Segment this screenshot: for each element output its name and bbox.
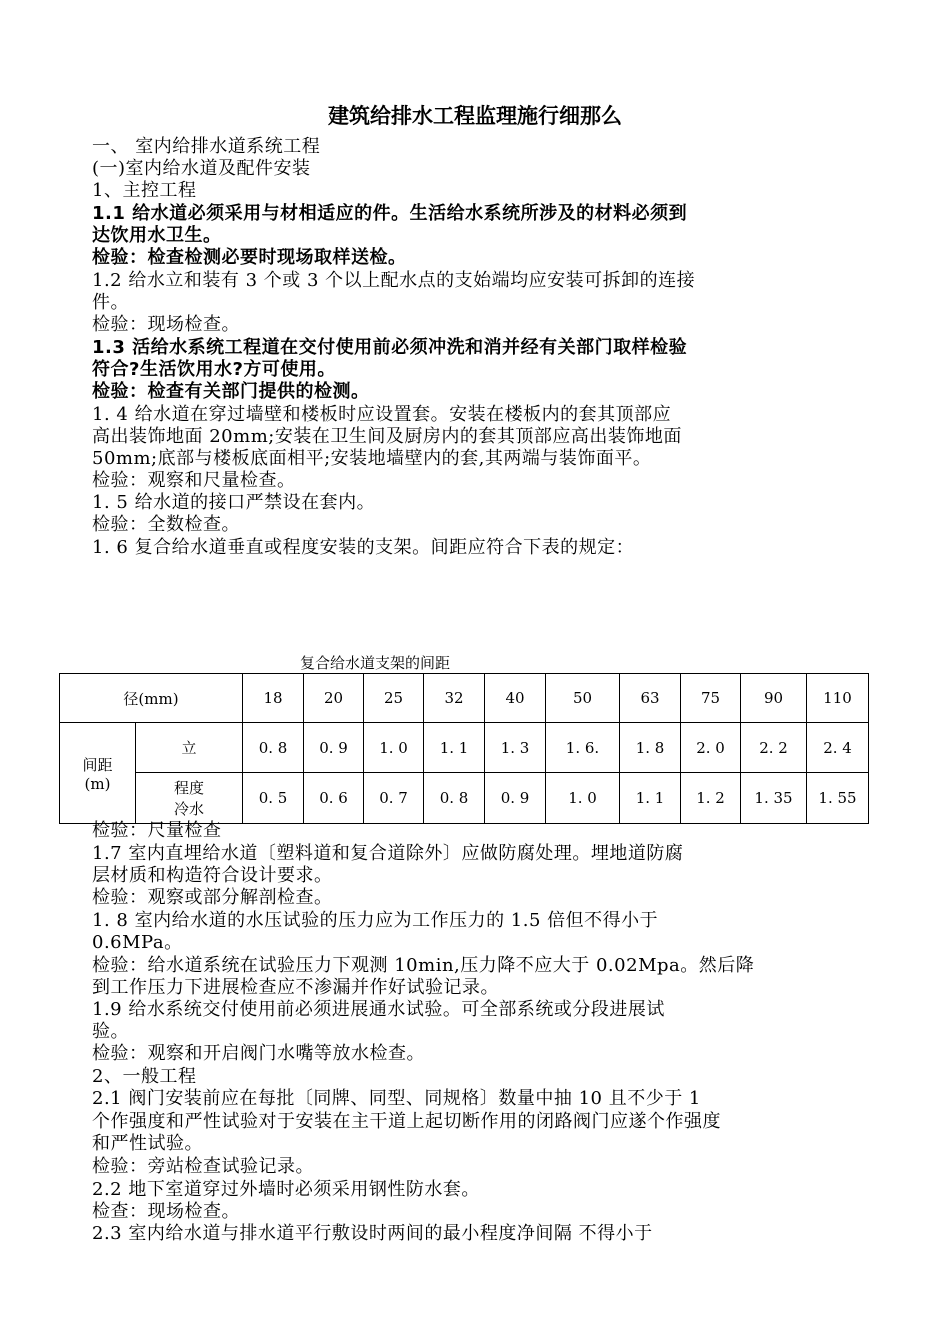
value-cell: 1. 0	[546, 773, 620, 824]
section-heading: 一、 室内给排水道系统工程	[92, 136, 321, 157]
inspection-line: 检验：全数检查。	[92, 514, 240, 535]
paragraph-line: 1. 6 复合给水道垂直或程度安装的支架。间距应符合下表的规定：	[92, 537, 635, 558]
paragraph-line: 1. 5 给水道的接口严禁设在套内。	[92, 492, 376, 513]
inspection-line: 检验：检查有关部门提供的检测。	[92, 381, 370, 402]
diameter-cell: 32	[424, 674, 485, 723]
horizontal-label-cell	[136, 773, 243, 824]
inspection-line: 检验：观察和开启阀门水嘴等放水检查。	[92, 1043, 425, 1064]
subsection-heading: (一)室内给水道及配件安装	[92, 158, 311, 179]
value-cell: 0. 9	[304, 723, 364, 773]
paragraph-line: 层材质和构造符合设计要求。	[92, 865, 333, 886]
value-cell: 1. 2	[681, 773, 741, 824]
paragraph-line: 个作强度和严性试验对于安装在主干道上起切断作用的闭路阀门应遂个作强度	[92, 1111, 721, 1132]
horizontal-label-line: 程度	[173, 779, 204, 797]
diameter-cell: 75	[681, 674, 741, 723]
paragraph-line: 2.1 阀门安装前应在每批〔同牌、同型、同规格〕数量中抽 10 且不少于 1	[92, 1088, 701, 1109]
paragraph-line: 2.2 地下室道穿过外墙时必须采用钢性防水套。	[92, 1179, 480, 1200]
value-cell: 1. 55	[807, 773, 869, 824]
inspection-line: 检验：观察和尺量检查。	[92, 470, 296, 491]
diameter-cell: 20	[304, 674, 364, 723]
value-cell: 2. 0	[681, 723, 741, 773]
diameter-cell: 50	[546, 674, 620, 723]
value-cell: 0. 8	[243, 723, 304, 773]
paragraph-line: 0.6MPa。	[92, 932, 183, 953]
inspection-line: 检验：给水道系统在试验压力下观测 10min,压力降不应大于 0.02Mpa。然后降	[92, 955, 755, 976]
diameter-header-cell: 径(mm)	[60, 674, 243, 723]
value-cell: 1. 1	[424, 723, 485, 773]
value-cell: 1. 6.	[546, 723, 620, 773]
paragraph-line: 1.3 活给水系统工程道在交付使用前必须冲洗和消并经有关部门取样检验	[92, 337, 688, 358]
value-cell: 1. 8	[620, 723, 681, 773]
diameter-cell: 25	[364, 674, 424, 723]
section-heading: 2、一般工程	[92, 1066, 197, 1087]
spacing-group-unit: (m)	[84, 774, 111, 793]
paragraph-line: 符合?生活饮用水?方可使用。	[92, 359, 336, 380]
spacing-group-cell	[60, 723, 136, 824]
inspection-line: 检验：现场检查。	[92, 314, 240, 335]
value-cell: 0. 5	[243, 773, 304, 824]
table-header-row	[60, 674, 869, 723]
table-row-vertical	[60, 723, 869, 773]
paragraph-line: 到工作压力下进展检查应不渗漏并作好试验记录。	[92, 977, 499, 998]
value-cell: 0. 7	[364, 773, 424, 824]
paragraph-line: 和严性试验。	[92, 1133, 203, 1154]
document-title: 建筑给排水工程监理施行细那么	[328, 103, 622, 128]
value-cell: 0. 9	[485, 773, 546, 824]
value-cell: 1. 35	[741, 773, 807, 824]
diameter-cell: 63	[620, 674, 681, 723]
item-heading: 1、主控工程	[92, 180, 197, 201]
diameter-cell: 18	[243, 674, 304, 723]
paragraph-line: 达饮用水卫生。	[92, 225, 222, 246]
horizontal-label-line: 冷水	[173, 800, 204, 818]
paragraph-line: 1. 8 室内给水道的水压试验的压力应为工作压力的 1.5 倍但不得小于	[92, 910, 659, 931]
value-cell: 2. 4	[807, 723, 869, 773]
spacing-group-label: 间距	[82, 755, 113, 774]
paragraph-line: 验。	[92, 1021, 129, 1042]
diameter-cell: 110	[807, 674, 869, 723]
support-spacing-table	[59, 673, 869, 824]
value-cell: 0. 8	[424, 773, 485, 824]
inspection-line: 检查：现场检查。	[92, 1201, 240, 1222]
inspection-line: 检验：检查检测必要时现场取样送检。	[92, 247, 407, 268]
paragraph-line: 2.3 室内给水道与排水道平行敷设时两间的最小程度净间隔 不得小于	[92, 1223, 653, 1244]
value-cell: 0. 6	[304, 773, 364, 824]
table-caption: 复合给水道支架的间距	[300, 654, 451, 672]
value-cell: 1. 0	[364, 723, 424, 773]
paragraph-line: 高出装饰地面 20mm;安装在卫生间及厨房内的套其顶部应高出装饰地面	[92, 426, 682, 447]
table-row-horizontal	[60, 773, 869, 824]
value-cell: 1. 3	[485, 723, 546, 773]
paragraph-line: 1.9 给水系统交付使用前必须进展通水试验。可全部系统或分段进展试	[92, 999, 665, 1020]
paragraph-line: 50mm;底部与楼板底面相平;安装地墙壁内的套,其两端与装饰面平。	[92, 448, 652, 469]
diameter-cell: 90	[741, 674, 807, 723]
value-cell: 2. 2	[741, 723, 807, 773]
vertical-label-cell: 立	[136, 723, 243, 773]
value-cell: 1. 1	[620, 773, 681, 824]
inspection-line: 检验：旁站检查试验记录。	[92, 1156, 314, 1177]
paragraph-line: 1.1 给水道必须采用与材相适应的件。生活给水系统所涉及的材料必须到	[92, 203, 688, 224]
paragraph-line: 1. 4 给水道在穿过墙壁和楼板时应设置套。安装在楼板内的套其顶部应	[92, 404, 672, 425]
paragraph-line: 1.7 室内直埋给水道〔塑料道和复合道除外〕应做防腐处理。埋地道防腐	[92, 843, 684, 864]
paragraph-line: 1.2 给水立和装有 3 个或 3 个以上配水点的支始端均应安装可拆卸的连接	[92, 270, 696, 291]
inspection-line: 检验：观察或部分解剖检查。	[92, 887, 333, 908]
paragraph-line: 件。	[92, 292, 129, 313]
diameter-cell: 40	[485, 674, 546, 723]
inspection-line: 检验：尺量检查	[92, 820, 222, 841]
